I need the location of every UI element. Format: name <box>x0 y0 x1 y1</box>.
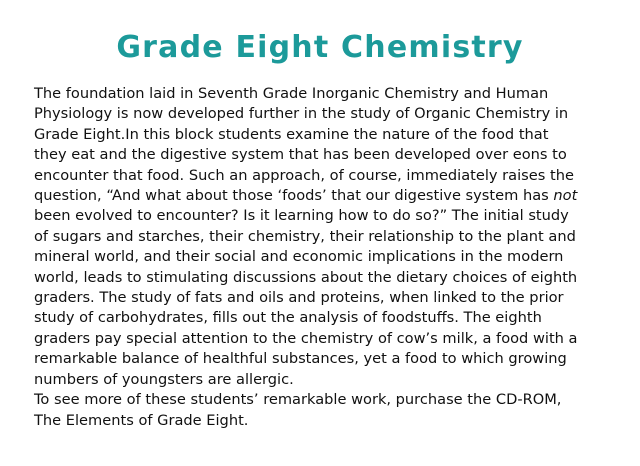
text-line: Physiology is now developed further in the study of Organic Chemistry in <box>34 105 569 123</box>
paragraph-intro <box>34 84 626 390</box>
page-title: Grade Eight Chemistry <box>116 30 524 65</box>
text-line: remarkable balance of healthful substances, yet a food to which growing <box>34 350 567 368</box>
text-line: they eat and the digestive system that has been developed over eons to <box>34 146 567 164</box>
text-line: mineral world, and their social and economic implications in the modern <box>34 248 564 266</box>
text-line <box>34 186 626 206</box>
text-line: study of carbohydrates, fills out the analysis of foodstuffs. The eighth <box>34 309 542 327</box>
text-line: world, leads to stimulating discussions about the dietary choices of eighth <box>34 268 578 286</box>
emphasis-text: not <box>553 187 578 205</box>
text-segment: question, “And what about those ‘foods’ that our digestive system has <box>34 187 554 205</box>
text-line: encounter that food. Such an approach, of course, immediately raises the <box>34 166 574 184</box>
text-line: The foundation laid in Seventh Grade Inorganic Chemistry and Human <box>34 85 549 102</box>
text-line: been evolved to encounter? Is it learning how to do so?” The initial study <box>34 207 569 225</box>
paragraph-cd-rom <box>34 390 626 431</box>
text-line: To see more of these students’ remarkable work, purchase the CD-ROM, <box>34 391 562 409</box>
text-line: The Elements of Grade Eight. <box>34 411 249 429</box>
article-body <box>34 84 626 431</box>
text-line: graders. The study of fats and oils and proteins, when linked to the prior <box>34 289 564 307</box>
text-line: numbers of youngsters are allergic. <box>34 370 294 388</box>
text-line: Grade Eight.In this block students examine the nature of the food that <box>34 125 549 143</box>
text-line: of sugars and starches, their chemistry, their relationship to the plant and <box>34 227 576 245</box>
text-line: graders pay special attention to the chemistry of cow’s milk, a food with a <box>34 329 578 347</box>
